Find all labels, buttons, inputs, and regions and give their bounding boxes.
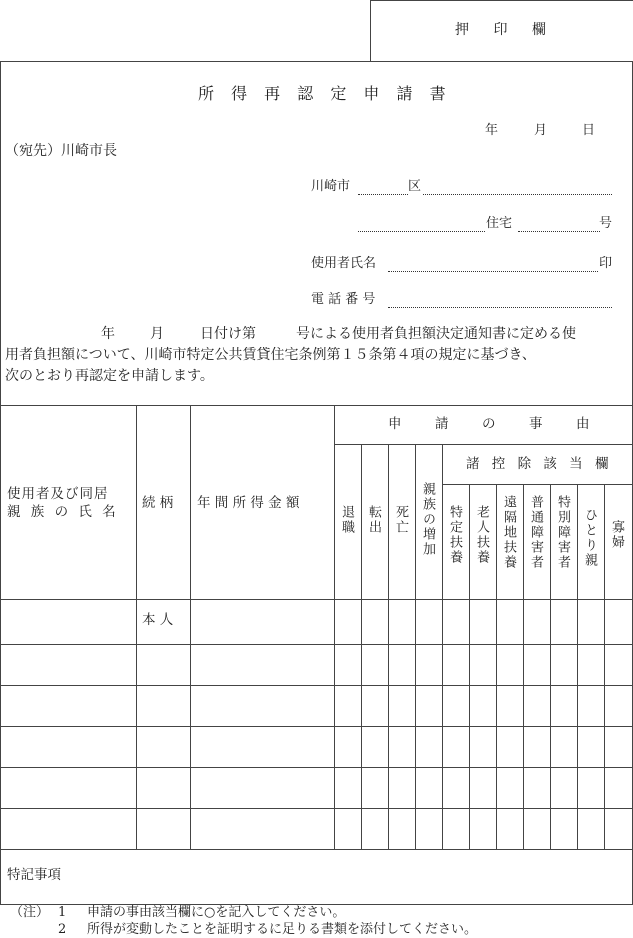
header-deduction-widow: 寡婦 [609, 520, 624, 550]
header-deduction-specific-dependent: 特定扶養 [447, 505, 462, 565]
header-deduction-special-disabled: 特別障害者 [555, 495, 570, 570]
body-line3: 次のとおり再認定を申請します。 [5, 368, 214, 384]
table-row[interactable] [0, 727, 633, 767]
table-row[interactable] [0, 645, 633, 685]
notes-prefix: （注） [10, 905, 50, 920]
row-relation: 本 人 [142, 612, 174, 628]
reason-header-divider [334, 444, 633, 445]
housing-number-field[interactable] [518, 231, 600, 232]
phone-label: 電 話 番 号 [311, 292, 376, 307]
note-text: 所得が変動したことを証明するに足りる書類を添付してください。 [87, 922, 478, 937]
header-name: 使用者及び同居 [7, 486, 109, 502]
header-deduction-single-parent: ひとり親 [582, 508, 597, 568]
ward-field[interactable] [358, 194, 408, 195]
header-reason-family-increase: 親族の増加 [420, 482, 435, 557]
address-ward-label: 区 [408, 179, 422, 194]
header-deduction-group: 諸 控 除 該 当 欄 [466, 456, 613, 472]
address-field[interactable] [423, 194, 612, 195]
header-relation: 続 柄 [142, 495, 174, 511]
address-city-label: 川崎市 [311, 179, 351, 194]
body-year: 年 [101, 326, 115, 342]
user-name-field[interactable] [388, 271, 598, 272]
note-number: 1 [58, 905, 67, 920]
body-month: 月 [150, 326, 164, 342]
table-row[interactable] [0, 686, 633, 726]
date-day: 日 [582, 123, 596, 138]
housing-name-field[interactable] [358, 231, 485, 232]
stamp-box-label: 押 印 欄 [455, 22, 556, 38]
note-number: 2 [58, 922, 67, 937]
table-row[interactable] [0, 809, 633, 849]
header-deduction-remote-dependent: 遠隔地扶養 [501, 495, 516, 570]
body-day-ref: 日付け第 [200, 326, 256, 342]
address-number-label: 号 [599, 216, 613, 231]
header-income: 年 間 所 得 金 額 [197, 495, 300, 511]
date-month: 月 [534, 123, 548, 138]
header-reason-retire: 退職 [339, 505, 354, 535]
addressee: （宛先）川崎市長 [5, 143, 117, 159]
date-year: 年 [485, 123, 499, 138]
seal-mark: 印 [599, 256, 613, 271]
header-reason-group: 申 請 の 事 由 [388, 416, 600, 432]
address-housing-label: 住宅 [486, 216, 513, 231]
user-name-label: 使用者氏名 [311, 256, 377, 271]
table-row[interactable] [0, 600, 633, 644]
header-deduction-elderly-dependent: 老人扶養 [474, 505, 489, 565]
body-line2: 用者負担額について、川崎市特定公共賃貸住宅条例第１５条第４項の規定に基づき、 [5, 347, 536, 363]
body-line1-rest: 号による使用者負担額決定通知書に定める使 [296, 326, 576, 342]
note-text: 申請の事由該当欄に○を記入してください。 [87, 905, 346, 920]
header-reason-moveout: 転出 [366, 505, 381, 535]
table-top-border [0, 405, 633, 406]
header-name-2: 親 族 の 氏 名 [7, 504, 119, 520]
header-reason-death: 死亡 [393, 505, 408, 535]
table-row[interactable] [0, 768, 633, 808]
form-title: 所 得 再 認 定 申 請 書 [198, 84, 452, 103]
phone-field[interactable] [388, 307, 612, 308]
remarks-field[interactable] [90, 850, 630, 902]
header-deduction-disabled: 普通障害者 [528, 495, 543, 570]
remarks-label: 特記事項 [7, 867, 61, 883]
